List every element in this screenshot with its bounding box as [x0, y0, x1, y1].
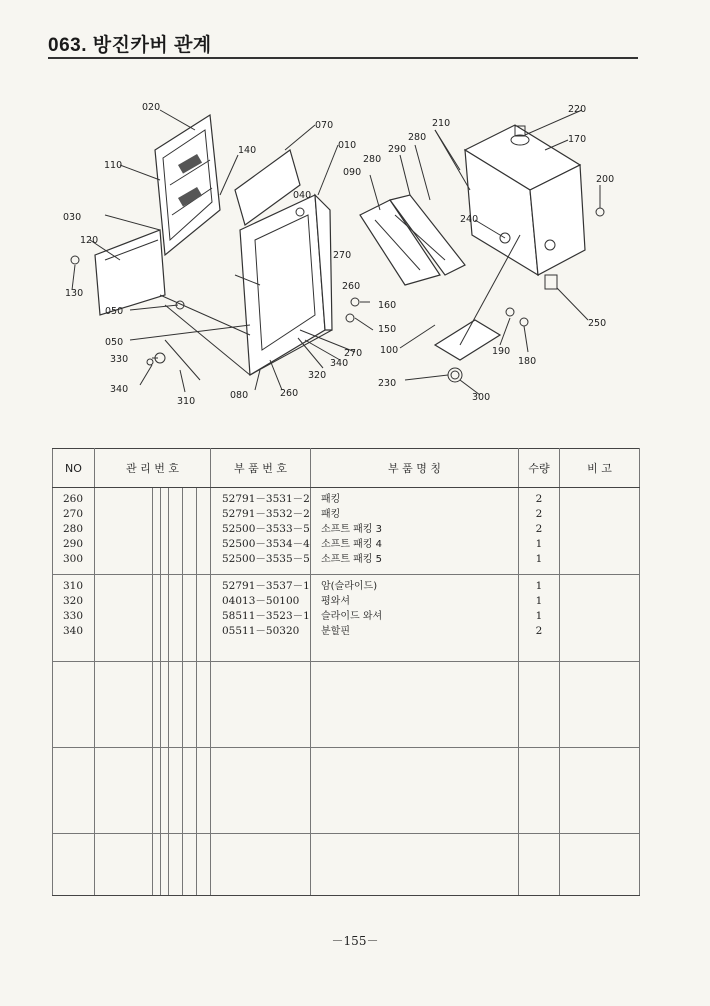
callout-label: 330: [110, 354, 129, 365]
part-name-cell: 소프트 패킹 3: [321, 524, 383, 535]
callout-label: 180: [518, 356, 537, 367]
quantity-cell: 2: [535, 625, 543, 637]
part-no-cell: 300: [63, 553, 84, 565]
callout-label: 220: [568, 104, 587, 115]
part-no-cell: 310: [63, 580, 84, 592]
part-number-cell: 52791－3532－2: [222, 508, 310, 520]
callout-label: 250: [588, 318, 607, 329]
parts-table: [52, 448, 640, 896]
table-row-group: [53, 834, 640, 896]
header-part-number: 부 품 번 호: [211, 449, 311, 488]
part-name-cell: 암(슬라이드): [321, 581, 378, 592]
callout-label: 140: [238, 145, 257, 156]
header-remarks: 비 고: [560, 449, 640, 488]
callout-label: 170: [568, 134, 587, 145]
part-number-cell: 52500－3533－5: [222, 523, 310, 535]
callout-label: 270: [333, 250, 352, 261]
callout-label: 010: [338, 140, 357, 151]
table-header-row: [53, 449, 640, 488]
callout-label: 130: [65, 288, 84, 299]
table-row-group: [53, 748, 640, 834]
page-title: 063. 방진카버 관계: [48, 35, 212, 56]
callout-label: 030: [63, 212, 82, 223]
parts-diagram-svg: [60, 90, 650, 420]
page-number: －155－: [331, 934, 379, 948]
bracket-plate: [435, 320, 500, 360]
exploded-parts-diagram: [60, 90, 650, 420]
callout-label: 260: [280, 388, 299, 399]
callout-label: 070: [315, 120, 334, 131]
callout-label: 200: [596, 174, 615, 185]
table-body: [53, 488, 640, 896]
part-number-cell: 52791－3537－1: [222, 580, 310, 592]
table-row-group: [53, 488, 640, 575]
part-no-cell: 320: [63, 595, 84, 607]
callout-label: 270: [344, 348, 363, 359]
part-number-cell: 52500－3535－5: [222, 553, 310, 565]
header-quantity: 수량: [519, 449, 560, 488]
title-rule: [48, 57, 638, 59]
callout-label: 080: [230, 390, 249, 401]
callout-label: 340: [330, 358, 349, 369]
part-no-cell: 340: [63, 625, 84, 637]
callout-label: 120: [80, 235, 99, 246]
part-no-cell: 270: [63, 508, 84, 520]
header-no: NO: [53, 449, 95, 488]
callout-label: 320: [308, 370, 327, 381]
callout-label: 020: [142, 102, 161, 113]
callout-label: 190: [492, 346, 511, 357]
part-name-cell: 평와셔: [321, 596, 350, 607]
part-name-cell: 분할핀: [321, 626, 350, 637]
part-no-cell: 260: [63, 493, 84, 505]
callout-label: 240: [460, 214, 479, 225]
callout-label: 050: [105, 306, 124, 317]
callout-label: 160: [378, 300, 397, 311]
part-no-cell: 330: [63, 610, 84, 622]
callout-label: 300: [472, 392, 491, 403]
part-name-cell: 패킹: [321, 494, 341, 505]
callout-label: 210: [432, 118, 451, 129]
quantity-cell: 2: [535, 508, 543, 520]
header-part-name: 부 품 명 칭: [311, 449, 519, 488]
callout-label: 310: [177, 396, 196, 407]
callout-label: 040: [293, 190, 312, 201]
part-number-cell: 52791－3531－2: [222, 493, 310, 505]
callout-label: 100: [380, 345, 399, 356]
part-no-cell: 280: [63, 523, 84, 535]
callout-label: 280: [363, 154, 382, 165]
side-cover-left: [95, 230, 165, 315]
part-number-cell: 58511－3523－1: [222, 610, 310, 622]
callout-label: 110: [104, 160, 123, 171]
header-control-number: 관 리 번 호: [95, 449, 211, 488]
callout-label: 050: [105, 337, 124, 348]
table-row-group: [53, 575, 640, 662]
part-name-cell: 슬라이드 와셔: [321, 611, 383, 622]
callout-label: 090: [343, 167, 362, 178]
part-number-cell: 05511－50320: [222, 625, 300, 637]
part-name-cell: 소프트 패킹 4: [321, 539, 383, 550]
quantity-cell: 1: [535, 610, 543, 622]
part-no-cell: 290: [63, 538, 84, 550]
part-name-cell: 패킹: [321, 509, 341, 520]
part-name-cell: 소프트 패킹 5: [321, 554, 383, 565]
quantity-cell: 2: [535, 523, 543, 535]
part-number-cell: 52500－3534－4: [222, 538, 310, 550]
front-frame: [240, 195, 325, 375]
part-number-cell: 04013－50100: [222, 595, 300, 607]
quantity-cell: 2: [535, 493, 543, 505]
callout-label: 260: [342, 281, 361, 292]
quantity-cell: 1: [535, 538, 543, 550]
callout-label: 340: [110, 384, 129, 395]
table-row-group: [53, 662, 640, 748]
callout-label: 290: [388, 144, 407, 155]
quantity-cell: 1: [535, 595, 543, 607]
callout-label: 280: [408, 132, 427, 143]
callout-label: 150: [378, 324, 397, 335]
callout-label: 230: [378, 378, 397, 389]
quantity-cell: 1: [535, 553, 543, 565]
quantity-cell: 1: [535, 580, 543, 592]
